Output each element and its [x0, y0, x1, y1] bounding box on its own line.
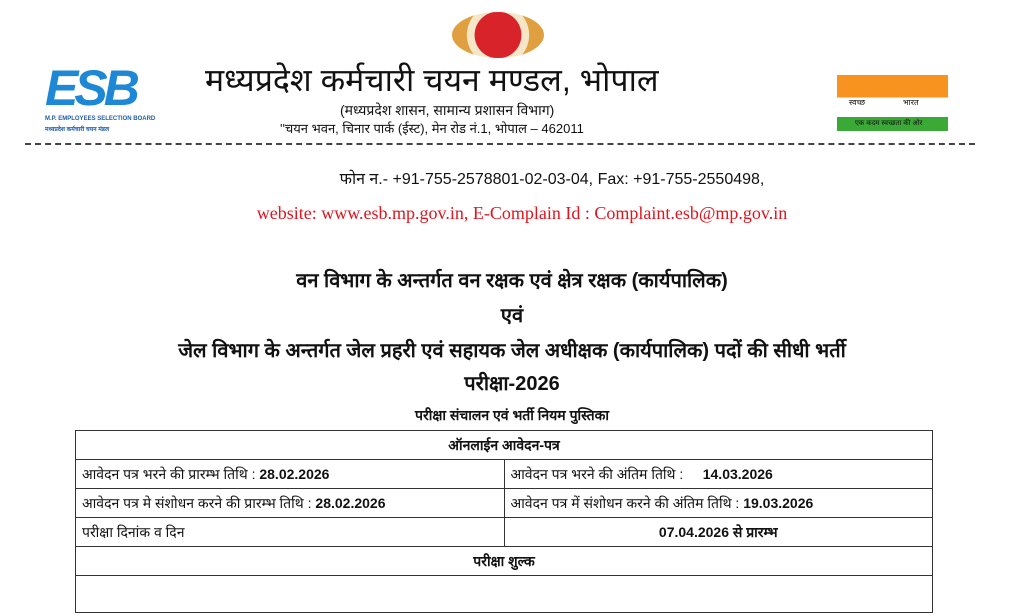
logo-left-word: स्वच्छ — [849, 98, 866, 107]
website-email[interactable]: website: www.esb.mp.gov.in, E-Complain Id : Complaint.esb@mp.gov.in — [256, 203, 788, 223]
org-address: ''चयन भवन, चिनार पार्क (ईस्ट), मेन रोड नं.1, भोपाल – 462011 — [280, 121, 584, 136]
table-row — [76, 489, 933, 518]
swachh-bharat-logo — [837, 75, 948, 131]
heading-line-3: जेल विभाग के अन्तर्गत जेल प्रहरी एवं सहायक जेल अधीक्षक (कार्यपालिक) पदों की सीधी भर्ती — [178, 340, 846, 362]
cell-value: 28.02.2026 — [259, 466, 330, 482]
cell-label: आवेदन पत्र में संशोधन करने की अंतिम तिथि : — [510, 495, 740, 511]
table-row — [76, 518, 933, 547]
heading-line-4: परीक्षा-2026 — [464, 373, 560, 395]
cell-label: आवेदन पत्र भरने की अंतिम तिथि : — [510, 466, 684, 482]
section-exam-fee: परीक्षा शुल्क — [76, 547, 933, 576]
exam-date-value: 07.04.2026 से प्रारम्भ — [504, 518, 933, 547]
logo-right-word: भारत — [903, 98, 919, 107]
cell-value: 19.03.2026 — [743, 495, 814, 511]
org-title: मध्यप्रदेश कर्मचारी चयन मण्डल, भोपाल — [205, 62, 659, 98]
booklet-title: परीक्षा संचालन एवं भर्ती नियम पुस्तिका — [415, 407, 609, 423]
esb-logo — [45, 62, 170, 138]
cell-value: 28.02.2026 — [315, 495, 386, 511]
section-online-form: ऑनलाईन आवेदन-पत्र — [76, 431, 933, 460]
state-emblem — [452, 12, 544, 58]
cell-label: आवेदन पत्र मे संशोधन करने की प्रारम्भ तिथि : — [82, 495, 312, 511]
phone-fax: फोन न.- +91-755-2578801-02-03-04, Fax: +91-755-2550498, — [339, 171, 765, 188]
cell-label: आवेदन पत्र भरने की प्रारम्भ तिथि : — [82, 466, 256, 482]
logo-caption-hi: मध्यप्रदेश कर्मचारी चयन मंडल — [45, 127, 110, 133]
schedule-table — [75, 430, 933, 613]
divider — [25, 143, 975, 145]
logo-caption: M.P. EMPLOYEES SELECTION BOARD — [45, 116, 156, 122]
heading-line-1: वन विभाग के अन्तर्गत वन रक्षक एवं क्षेत्र रक्षक (कार्यपालिक) — [296, 270, 728, 292]
exam-date-label: परीक्षा दिनांक व दिन — [76, 518, 505, 547]
cell-value: 14.03.2026 — [702, 466, 773, 482]
table-row-partial — [76, 576, 933, 613]
logo-text: ESB — [45, 60, 136, 116]
table-row — [76, 460, 933, 489]
heading-line-2: एवं — [500, 305, 524, 327]
logo-tagline: एक कदम स्वच्छता की ओर — [855, 120, 923, 127]
org-subtitle: (मध्यप्रदेश शासन, सामान्य प्रशासन विभाग) — [340, 102, 555, 118]
